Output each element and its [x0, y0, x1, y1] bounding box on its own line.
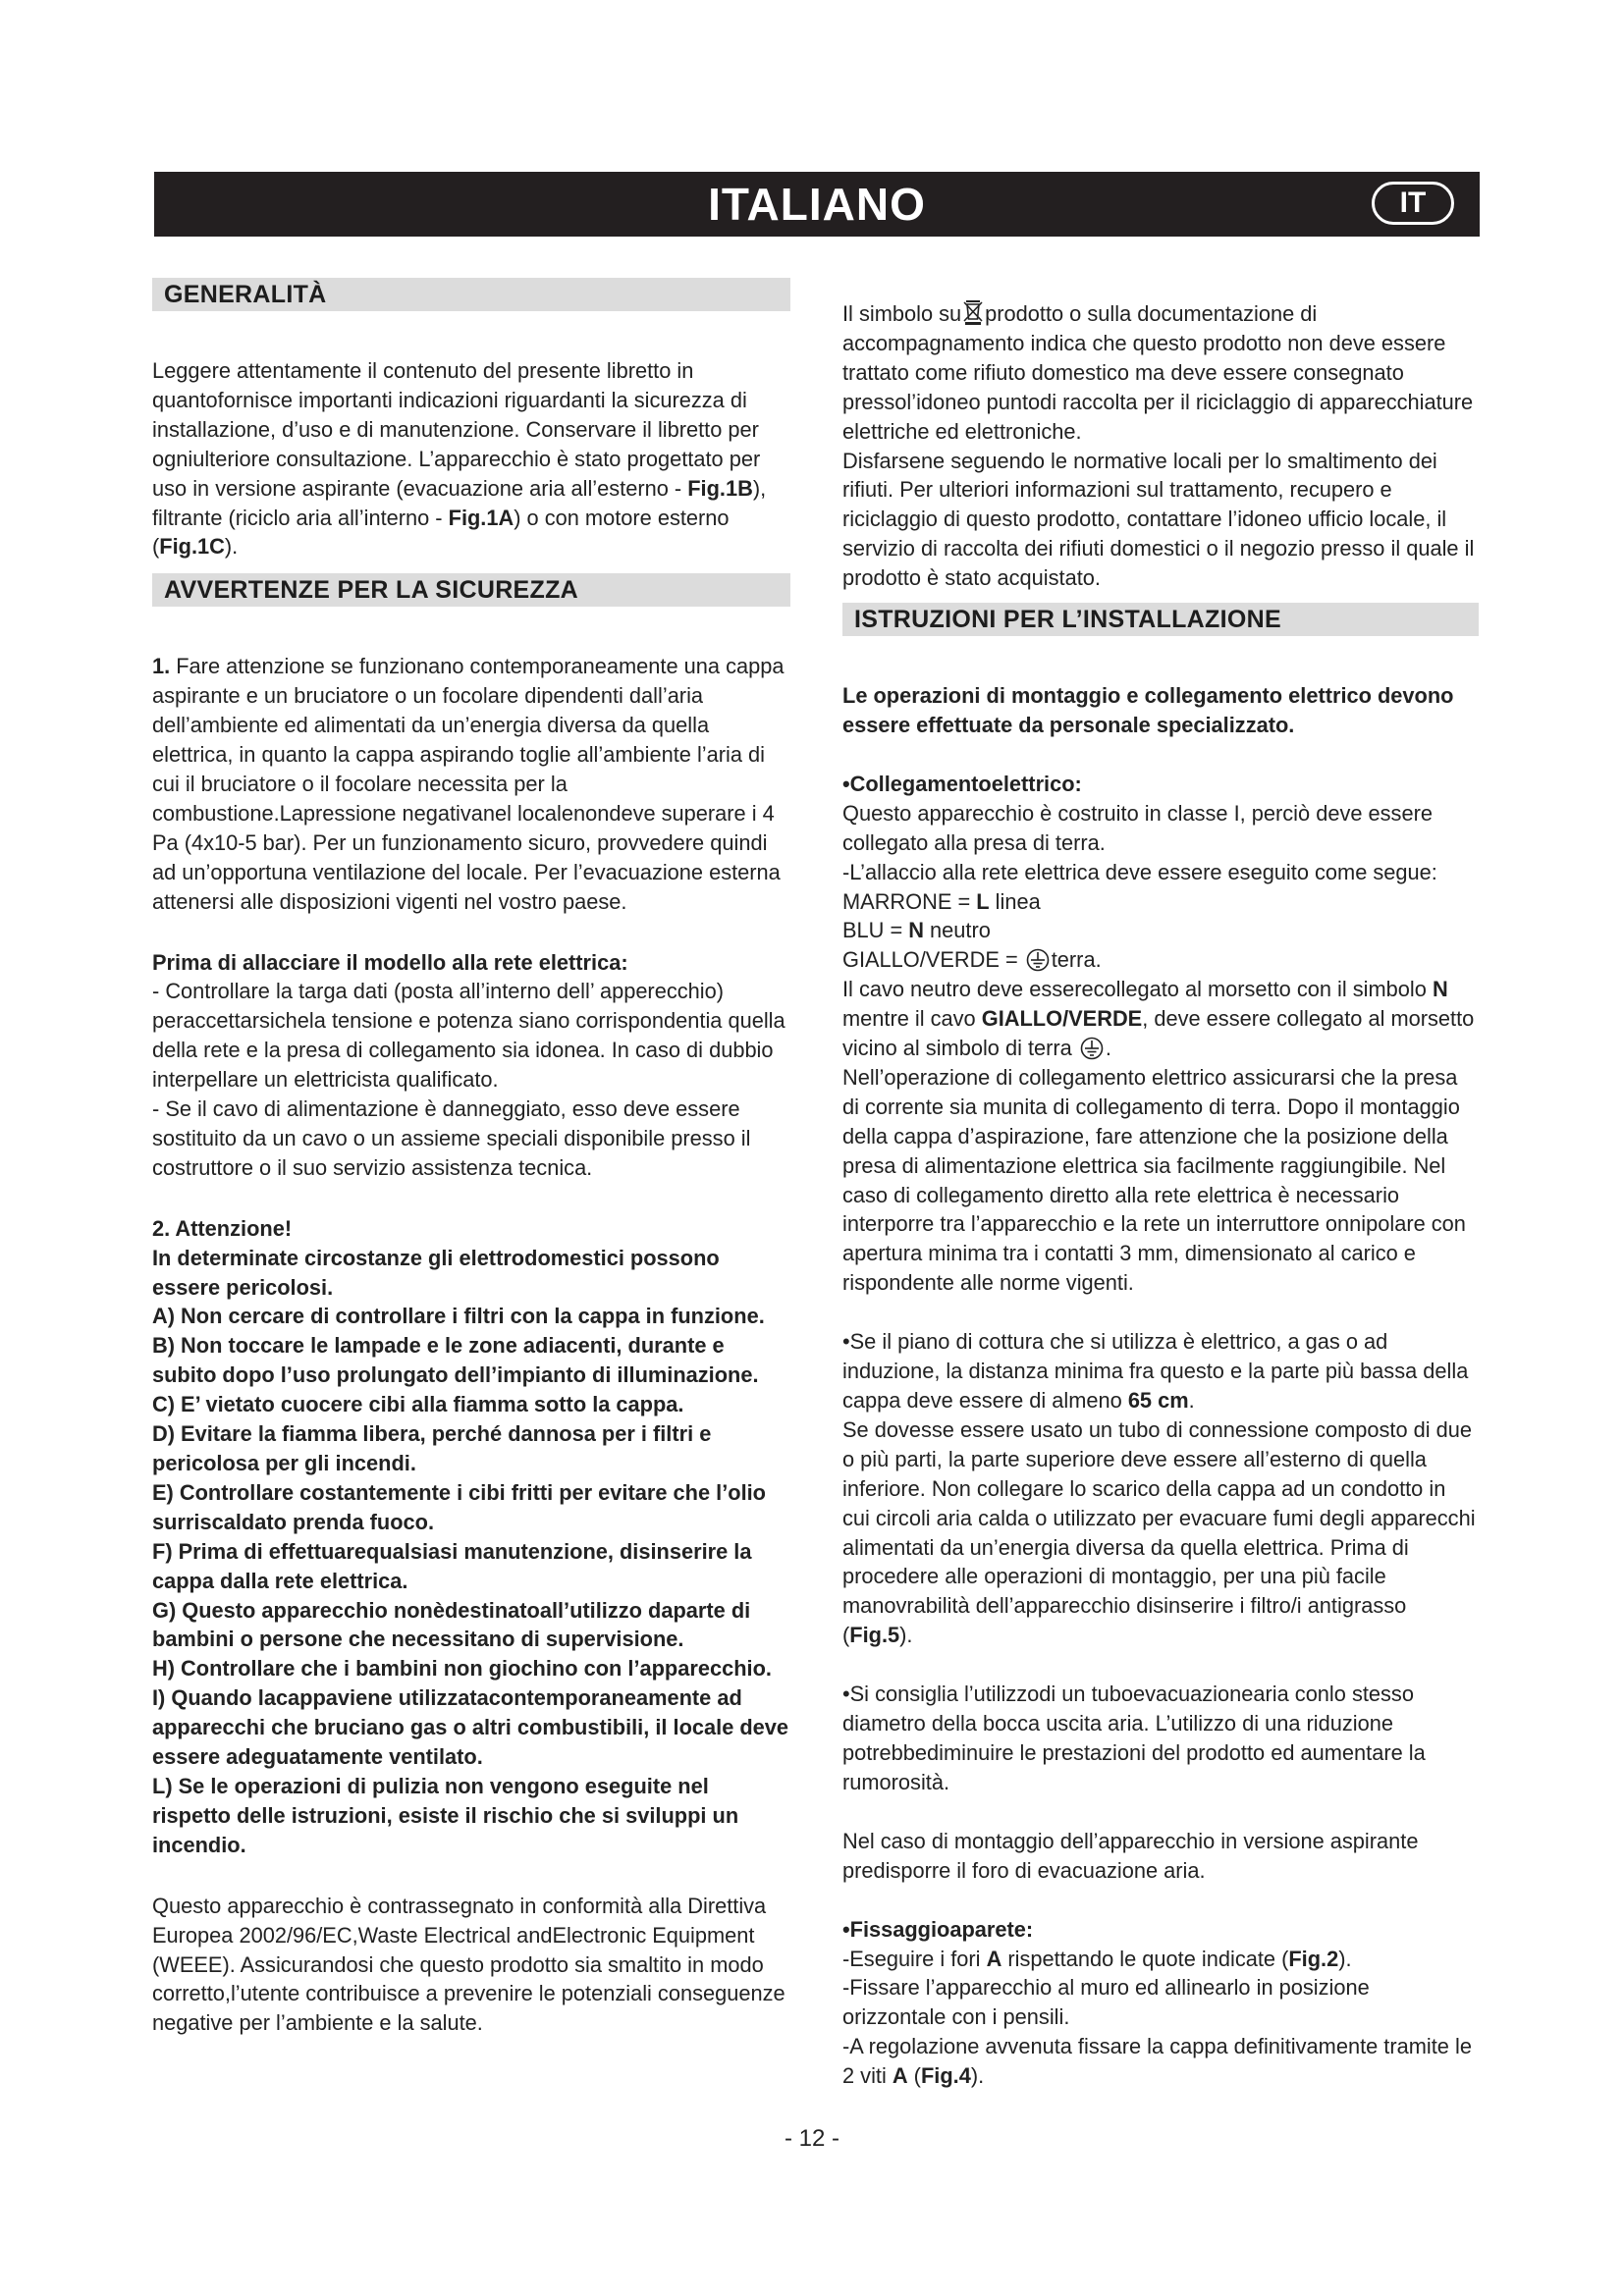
- fig-ref: Fig.1C: [159, 534, 225, 560]
- left-column: [152, 278, 790, 2038]
- simbolo-paragraph: Il simbolo su prodotto o sulla documentazione di accompagnamento indica che questo prodotto non deve essere trattato come rifiuto domestico ma deve essere consegnato pressol’idoneo puntodi raccolta per il riciclaggio di apparecchiature elettriche ed elettroniche.: [842, 301, 1474, 444]
- tubo-paragraph: Se dovesse essere usato un tubo di connessione composto di due o più parti, la parte superiore deve essere all’esterno di quella inferiore. Non collegare lo scarico della cappa ad un condotto in cui circoli aria calda o utilizzato per evacuare fumi degli apparecchi alimentati da un’energia diversa da quella elettrica. Prima di procedere alle operazioni di montaggio, per una più facile manovrabilità dell’apparecchio disinserire i filtro/i antigrasso (Fig.5).: [842, 1416, 1476, 1648]
- wire-giallo-verde: GIALLO/VERDE = terra.: [842, 947, 1102, 973]
- safety-item-1: 1. Fare attenzione se funzionano contemporaneamente una cappa aspirante e un bruciatore o un focolare dipendenti dall’aria dell’ambiente ed alimentati da un’energia diversa da quella elettrica, in quanto la cappa aspirando toglie all’ambiente l’aria di cui il bruciatore o il focolare necessita per la combustione.Lapressione negativanel localenondeve superare i 4 Pa (4x10-5 bar). Per un funzionamento sicuro, provvedere quindi ad un’opportuna ventilazione del locale. Per l’evacuazione esterna attenersi alle disposizioni vigenti nel vostro paese.: [152, 654, 785, 914]
- collegamento-paragraph-1: Questo apparecchio è costruito in classe I, perciò deve essere collegato alla presa di terra.: [842, 800, 1433, 855]
- attenzione-intro: In determinate circostanze gli elettrodomestici possono essere pericolosi.: [152, 1245, 720, 1300]
- wire-blu: BLU = N neutro: [842, 918, 991, 943]
- fissaggio-step-1: -Eseguire i fori A rispettando le quote indicate (Fig.2).: [842, 1946, 1352, 1971]
- attenzione-heading: 2. Attenzione!: [152, 1215, 293, 1241]
- fig-ref: Fig.1B: [687, 475, 753, 501]
- collegamento-heading: •Collegamentoelettrico:: [842, 771, 1082, 796]
- section-heading-istruzioni: ISTRUZIONI PER L’INSTALLAZIONE: [842, 603, 1479, 636]
- right-column: [842, 278, 1479, 2091]
- collegamento-paragraph-2: -L’allaccio alla rete elettrica deve essere eseguito come segue:: [842, 859, 1437, 884]
- generalita-paragraph: Leggere attentamente il contenuto del presente libretto in quantofornisce importanti indicazioni riguardanti la sicurezza di installazione, d’uso e di manutenzione. Conservare il libretto per ogniulteriore consultazione. L’apparecchio è stato progettato per uso in versione aspirante (evacuazione aria all’esterno - Fig.1B), filtrante (riciclo aria all’interno - Fig.1A) o con motore esterno (Fig.1C).: [152, 358, 767, 560]
- prima-paragraph-1: - Controllare la targa dati (posta all’interno dell’ apperecchio) peraccettarsichela tensione e potenza siano corrispondentia quella della rete e la presa di collegamento sia idonea. In caso di dubbio interpellare un elettricista qualificato.: [152, 979, 785, 1093]
- fissaggio-heading: •Fissaggioaparete:: [842, 1916, 1034, 1942]
- attenzione-item-a: A) Non cercare di controllare i filtri con la cappa in funzione.: [152, 1304, 765, 1329]
- neutro-paragraph: Il cavo neutro deve esserecollegato al morsetto con il simbolo N mentre il cavo GIALLO/VERDE, deve essere collegato al morsetto vicino al simbolo di terra .: [842, 977, 1475, 1061]
- earth-ground-icon: [1026, 948, 1050, 972]
- page-title: ITALIANO: [708, 179, 926, 230]
- attenzione-item-c: C) E’ vietato cuocere cibi alla fiamma sotto la cappa.: [152, 1392, 684, 1417]
- nell-operazione-paragraph: Nell’operazione di collegamento elettrico assicurarsi che la presa di corrente sia munita di collegamento di terra. Dopo il montaggio della cappa d’aspirazione, fare attenzione che la posizione della presa di alimentazione elettrica sia facilmente raggiungibile. Nel caso di collegamento diretto alla rete elettrica è necessario interporre tra l’apparecchio e la rete un interruttore onnipolare con apertura minima tra i contatti 3 mm, dimensionato al carico e rispondente alle norme vigenti.: [842, 1064, 1466, 1296]
- attenzione-item-f: F) Prima di effettuarequalsiasi manutenzione, disinserire la cappa dalla rete elettrica.: [152, 1538, 752, 1593]
- operazioni-notice: Le operazioni di montaggio e collegamento elettrico devono essere effettuate da personale specializzato.: [842, 683, 1454, 737]
- fissaggio-step-3: -A regolazione avvenuta fissare la cappa definitivamente tramite le 2 viti A (Fig.4).: [842, 2034, 1472, 2089]
- attenzione-item-l: L) Se le operazioni di pulizia non vengono eseguite nel rispetto delle istruzioni, esiste il rischio che si sviluppi un incendio.: [152, 1773, 739, 1857]
- disfarsene-paragraph: Disfarsene seguendo le normative locali per lo smaltimento dei rifiuti. Per ulteriori informazioni sul trattamento, recupero e riciclaggio di questo prodotto, contattare l’idoneo ufficio locale, il servizio di raccolta dei rifiuti domestici o il negozio presso il quale il prodotto è stato acquistato.: [842, 448, 1475, 591]
- fig-ref: Fig.1A: [448, 505, 514, 530]
- montaggio-paragraph: Nel caso di montaggio dell’apparecchio in versione aspirante predisporre il foro di evacuazione aria.: [842, 1828, 1419, 1883]
- prima-paragraph-2: - Se il cavo di alimentazione è danneggiato, esso deve essere sostituito da un cavo o un assieme speciali disponibile presso il costruttore o il suo servizio assistenza tecnica.: [152, 1096, 751, 1180]
- weee-bin-icon: [963, 299, 983, 325]
- attenzione-item-e: E) Controllare costantemente i cibi fritti per evitare che l’olio surriscaldato prenda fuoco.: [152, 1479, 766, 1534]
- section-heading-avvertenze: AVVERTENZE PER LA SICUREZZA: [152, 573, 790, 607]
- fig-ref: Fig.2: [1288, 1946, 1339, 1971]
- consiglia-paragraph: •Si consiglia l’utilizzodi un tuboevacuazionearia conlo stesso diametro della bocca uscita aria. L’utilizzo di una riduzione potrebbediminuire le prestazioni del prodotto ed aumentare la rumorosità.: [842, 1682, 1426, 1794]
- attenzione-item-g: G) Questo apparecchio nonèdestinatoall’utilizzo daparte di bambini o persone che necessitano di supervisione.: [152, 1597, 751, 1652]
- attenzione-item-h: H) Controllare che i bambini non giochino con l’apparecchio.: [152, 1656, 772, 1682]
- title-bar: [154, 172, 1480, 237]
- fig-ref: Fig.4: [920, 2063, 971, 2089]
- weee-paragraph: Questo apparecchio è contrassegnato in conformità alla Direttiva Europea 2002/96/EC,Waste Electrical andElectronic Equipment (WEEE). Assicurandosi che questo prodotto sia smaltito in modo corretto,l’utente contribuisce a prevenire le potenziali conseguenze negative per l’ambiente e la salute.: [152, 1893, 785, 2036]
- section-heading-generalita: GENERALITÀ: [152, 278, 790, 311]
- language-badge: IT: [1372, 182, 1454, 225]
- attenzione-item-d: D) Evitare la fiamma libera, perché dannosa per i filtri e pericolosa per gli incendi.: [152, 1421, 712, 1475]
- earth-ground-icon: [1080, 1037, 1104, 1060]
- page-number: - 12 -: [784, 2125, 839, 2152]
- fig-ref: Fig.5: [849, 1623, 900, 1648]
- attenzione-item-i: I) Quando lacappaviene utilizzatacontemporaneamente ad apparecchi che bruciano gas o altri combustibili, il locale deve essere adeguatamente ventilato.: [152, 1685, 789, 1770]
- prima-heading: Prima di allacciare il modello alla rete elettrica:: [152, 949, 628, 975]
- wire-marrone: MARRONE = L linea: [842, 888, 1041, 914]
- fissaggio-step-2: -Fissare l’apparecchio al muro ed allinearlo in posizione orizzontale con i pensili.: [842, 1975, 1370, 2030]
- piano-cottura-paragraph: •Se il piano di cottura che si utilizza è elettrico, a gas o ad induzione, la distanza minima fra questo e la parte più bassa della cappa deve essere di almeno 65 cm.: [842, 1329, 1469, 1413]
- attenzione-item-b: B) Non toccare le lampade e le zone adiacenti, durante e subito dopo l’uso prolungato dell’impianto di illuminazione.: [152, 1333, 759, 1388]
